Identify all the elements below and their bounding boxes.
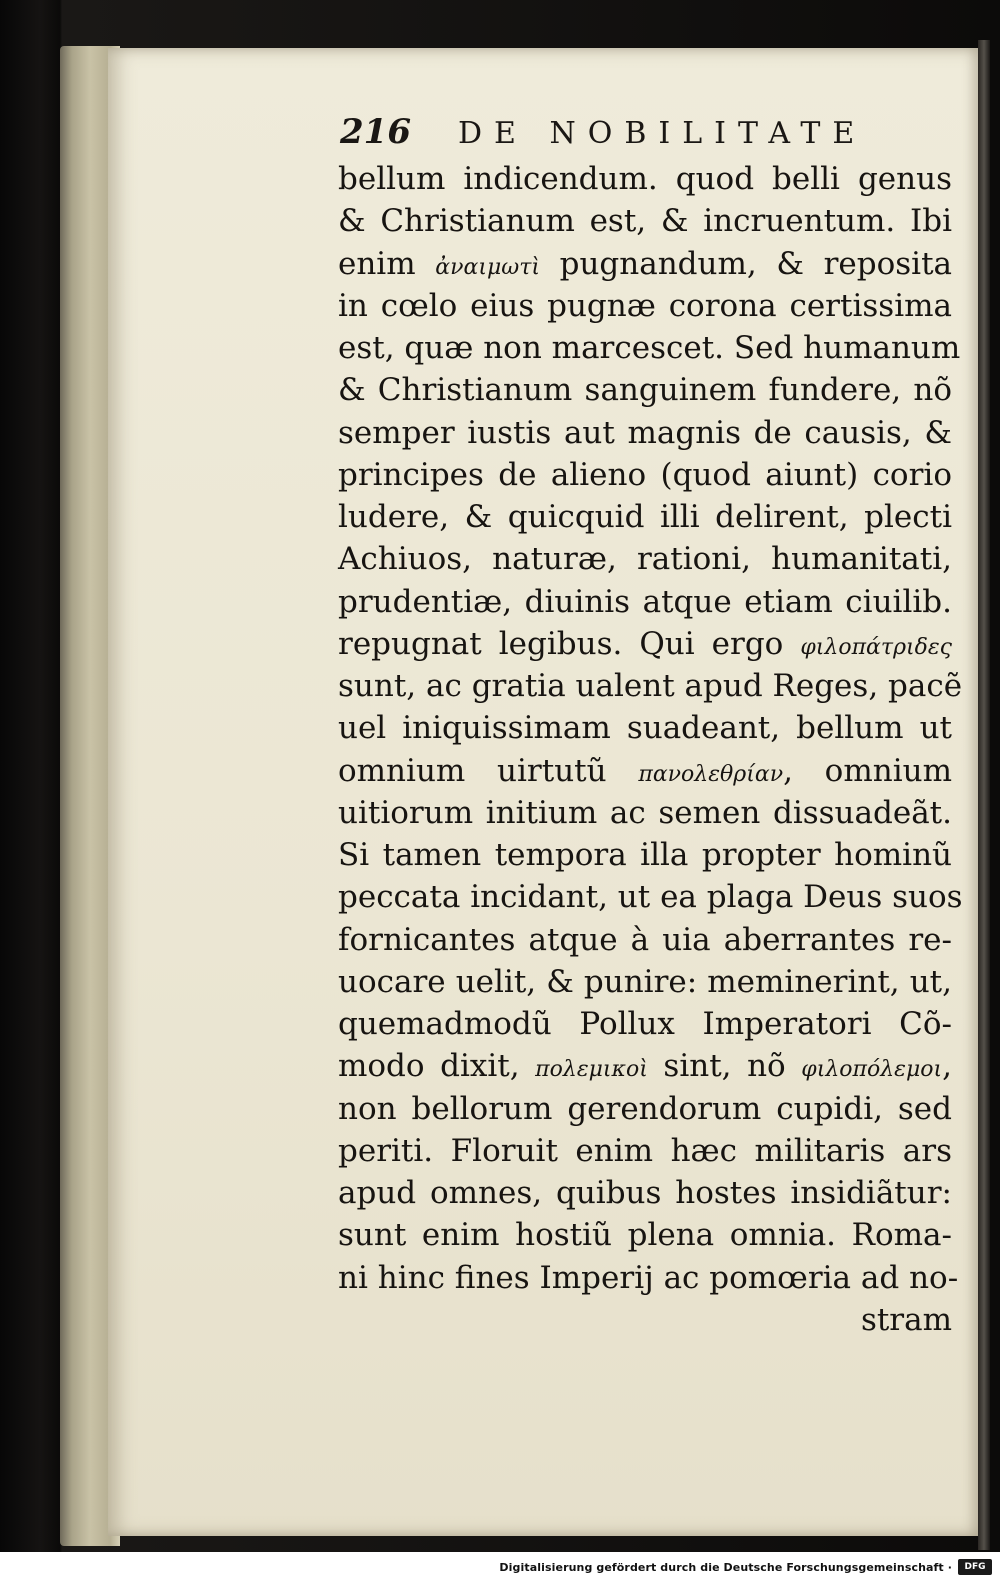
- text-line: in cœlo eius pugnæ corona certissima: [338, 287, 952, 324]
- text-line: ludere, & quicquid illi delirent, plecti: [338, 499, 952, 535]
- text-line: sunt, ac gratia ualent apud Reges, pacẽ: [338, 668, 963, 704]
- text-line: est, quæ non marcescet. Sed humanum: [338, 330, 961, 366]
- greek-word: φιλοπάτριδες: [800, 634, 952, 660]
- text-line: fornicantes atque à uia aberrantes re-: [338, 921, 952, 958]
- text-line: bellum indicendum. quod belli genus: [338, 161, 952, 197]
- digitization-credit: Digitalisierung gefördert durch die Deutsche Forschungsgemeinschaft ·: [499, 1561, 952, 1574]
- dfg-logo: DFG: [958, 1559, 992, 1575]
- running-head: [340, 112, 940, 156]
- text-line: Si tamen tempora illa propter hominũ: [338, 837, 952, 873]
- text-line: prudentiæ, diuinis atque etiam ciuilib.: [338, 583, 952, 620]
- text-line: uel iniquissimam suadeant, bellum ut: [338, 710, 952, 747]
- greek-word: ἀναιμωτὶ: [435, 254, 540, 280]
- book-right-edge: [978, 40, 990, 1550]
- text-line: principes de alieno (quod aiunt) corio: [338, 456, 952, 493]
- text-line: modo dixit, πολεμικοὶ sint, nõ φιλοπόλεμοι,: [338, 1048, 952, 1085]
- text-line: semper iustis aut magnis de causis, &: [338, 414, 952, 451]
- text-line: enim ἀναιμωτὶ pugnandum, & reposita: [338, 245, 953, 282]
- text-line: peccata incidant, ut ea plaga Deus suos: [338, 879, 963, 916]
- text-line: non bellorum gerendorum cupidi, sed: [338, 1090, 952, 1127]
- text-line: sunt enim hostiũ plena omnia. Roma-: [338, 1217, 952, 1254]
- text-line: uitiorum initium ac semen dissuadeãt.: [338, 794, 952, 831]
- text-line: & Christianum est, & incruentum. Ibi: [338, 203, 952, 240]
- greek-word: πανολεθρίαν: [638, 761, 784, 787]
- page-number: 216: [340, 112, 411, 152]
- text-line: omnium uirtutũ πανολεθρίαν, omnium: [338, 752, 952, 789]
- greek-word: φιλοπόλεμοι: [801, 1057, 943, 1083]
- greek-word: πολεμικοὶ: [535, 1057, 648, 1083]
- text-line: uocare uelit, & punire: meminerint, ut,: [338, 963, 952, 1000]
- running-head-title: DE NOBILITATE: [458, 116, 867, 151]
- text-line: & Christianum sanguinem fundere, nõ: [338, 372, 952, 409]
- text-line: Achiuos, naturæ, rationi, humanitati,: [338, 541, 952, 578]
- text-line: stram: [860, 1301, 952, 1338]
- text-line: quemadmodũ Pollux Imperatori Cõ-: [338, 1006, 952, 1042]
- text-line: repugnat legibus. Qui ergo φιλοπάτριδες: [338, 625, 952, 662]
- text-line: apud omnes, quibus hostes insidiãtur:: [338, 1175, 952, 1211]
- text-line: periti. Floruit enim hæc militaris ars: [338, 1132, 952, 1169]
- text-line: ni hinc fines Imperij ac pomœria ad no-: [338, 1259, 959, 1296]
- body-text: [338, 158, 963, 1341]
